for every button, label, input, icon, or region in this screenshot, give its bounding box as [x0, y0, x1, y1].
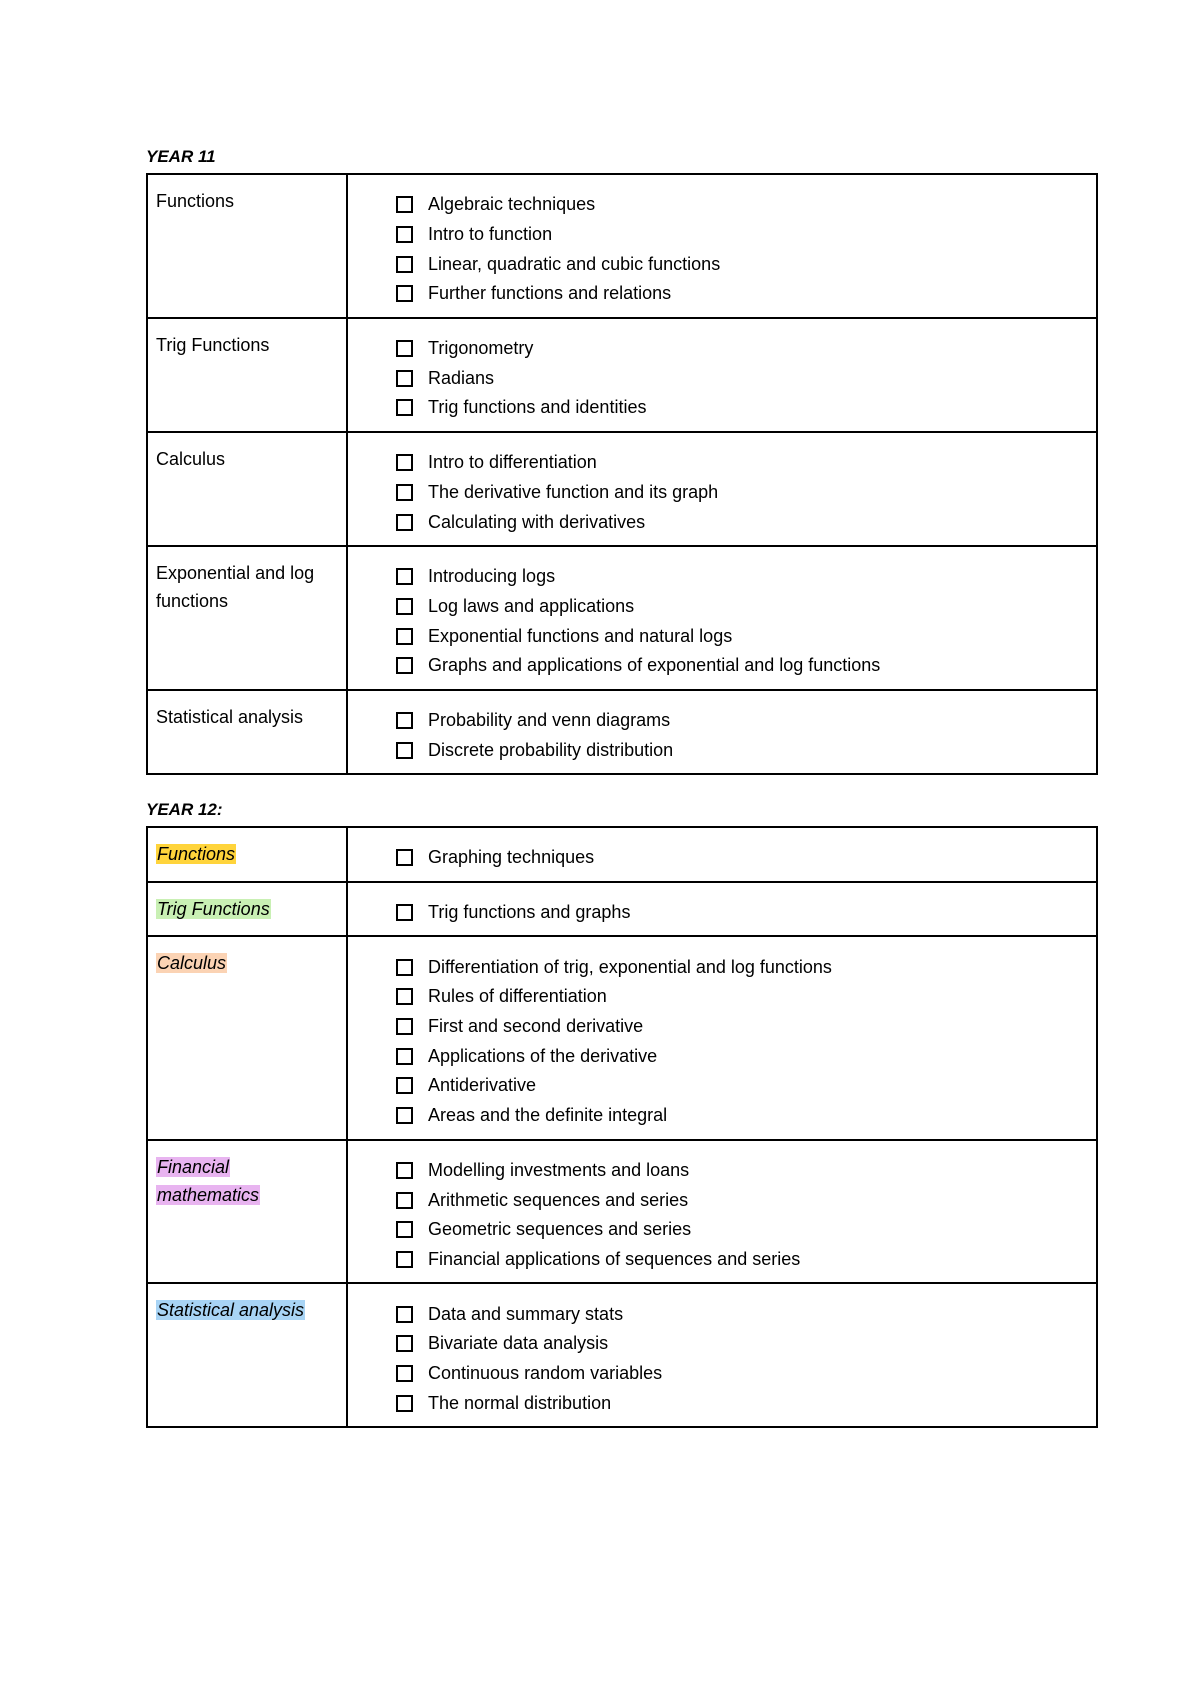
list-item: [396, 220, 1086, 250]
checklist: [396, 448, 1086, 537]
list-item: [396, 478, 1086, 508]
list-item: [396, 1329, 1086, 1359]
highlighted-category-label: Calculus: [157, 953, 227, 974]
item-label: Bivariate data analysis: [428, 1333, 609, 1354]
checkbox-icon[interactable]: [396, 484, 413, 501]
checkbox-icon[interactable]: [396, 256, 413, 273]
list-item: [396, 982, 1086, 1012]
checkbox-icon[interactable]: [396, 988, 413, 1005]
checkbox-icon[interactable]: [396, 370, 413, 387]
checkbox-icon[interactable]: [396, 1221, 413, 1238]
item-label: Algebraic techniques: [428, 194, 596, 215]
checklist-cell: [347, 936, 1097, 1139]
list-item: [396, 621, 1086, 651]
list-item: [396, 735, 1086, 765]
checkbox-icon[interactable]: [396, 1018, 413, 1035]
table-row: [147, 432, 1097, 546]
checklist-cell: [347, 546, 1097, 690]
list-item: [396, 249, 1086, 279]
checklist: [396, 1156, 1086, 1275]
list-item: [396, 562, 1086, 592]
item-label: Exponential functions and natural logs: [428, 625, 733, 646]
list-item: [396, 1041, 1086, 1071]
checkbox-icon[interactable]: [396, 514, 413, 531]
item-label: Financial applications of sequences and series: [428, 1248, 801, 1269]
category-cell: [147, 1283, 347, 1427]
item-label: Linear, quadratic and cubic functions: [428, 253, 721, 274]
checklist: [396, 843, 1086, 873]
category-cell: Statistical analysis: [147, 690, 347, 774]
table-row: [147, 936, 1097, 1139]
checkbox-icon[interactable]: [396, 657, 413, 674]
item-label: Differentiation of trig, exponential and log functions: [428, 956, 832, 977]
table-row: [147, 318, 1097, 432]
checkbox-icon[interactable]: [396, 196, 413, 213]
category-cell: [147, 936, 347, 1139]
category-cell: [147, 827, 347, 882]
item-label: Radians: [428, 367, 495, 388]
checkbox-icon[interactable]: [396, 959, 413, 976]
list-item: [396, 1388, 1086, 1418]
checklist-cell: [347, 1283, 1097, 1427]
list-item: [396, 1156, 1086, 1186]
list-item: [396, 393, 1086, 423]
category-cell: [147, 882, 347, 937]
checkbox-icon[interactable]: [396, 1395, 413, 1412]
highlighted-category-label: Trig Functions: [157, 898, 270, 919]
item-label: Rules of differentiation: [428, 986, 607, 1007]
list-item: [396, 1012, 1086, 1042]
year-11-section: [146, 146, 1098, 775]
checkbox-icon[interactable]: [396, 1365, 413, 1382]
item-label: Trig functions and graphs: [428, 902, 631, 923]
checkbox-icon[interactable]: [396, 226, 413, 243]
list-item: [396, 448, 1086, 478]
list-item: [396, 1215, 1086, 1245]
checkbox-icon[interactable]: [396, 1107, 413, 1124]
list-item: [396, 190, 1086, 220]
checkbox-icon[interactable]: [396, 628, 413, 645]
checklist: [396, 190, 1086, 309]
item-label: Intro to differentiation: [428, 452, 597, 473]
item-label: Modelling investments and loans: [428, 1159, 690, 1180]
item-label: Calculating with derivatives: [428, 511, 646, 532]
item-label: Log laws and applications: [428, 595, 635, 616]
checklist: [396, 952, 1086, 1130]
list-item: [396, 279, 1086, 309]
list-item: [396, 651, 1086, 681]
list-item: [396, 334, 1086, 364]
item-label: Antiderivative: [428, 1075, 537, 1096]
checklist: [396, 1299, 1086, 1418]
item-label: Trig functions and identities: [428, 397, 647, 418]
year-12-title: YEAR 12:: [146, 800, 223, 819]
year-11-title: YEAR 11: [146, 147, 216, 166]
checkbox-icon[interactable]: [396, 1192, 413, 1209]
item-label: Areas and the definite integral: [428, 1105, 668, 1126]
checkbox-icon[interactable]: [396, 742, 413, 759]
list-item: [396, 1245, 1086, 1275]
checklist: [396, 706, 1086, 765]
list-item: [396, 1299, 1086, 1329]
table-row: [147, 690, 1097, 774]
list-item: [396, 1185, 1086, 1215]
year-12-section: [146, 799, 1098, 1428]
highlighted-category-label: mathematics: [157, 1184, 260, 1205]
item-label: Applications of the derivative: [428, 1045, 658, 1066]
checkbox-icon[interactable]: [396, 849, 413, 866]
checklist-cell: [347, 318, 1097, 432]
table-row: [147, 174, 1097, 318]
category-cell: Functions: [147, 174, 347, 318]
checklist-cell: [347, 690, 1097, 774]
checkbox-icon[interactable]: [396, 399, 413, 416]
item-label: Graphs and applications of exponential and log functions: [428, 655, 881, 676]
checkbox-icon[interactable]: [396, 1251, 413, 1268]
checkbox-icon[interactable]: [396, 340, 413, 357]
checkbox-icon[interactable]: [396, 285, 413, 302]
checkbox-icon[interactable]: [396, 1306, 413, 1323]
category-cell: Exponential and log functions: [147, 546, 347, 690]
checkbox-icon[interactable]: [396, 454, 413, 471]
checkbox-icon[interactable]: [396, 598, 413, 615]
checklist-cell: [347, 432, 1097, 546]
list-item: [396, 363, 1086, 393]
item-label: Further functions and relations: [428, 283, 672, 304]
table-row: [147, 882, 1097, 937]
checkbox-icon[interactable]: [396, 1077, 413, 1094]
list-item: [396, 898, 1086, 928]
item-label: Data and summary stats: [428, 1303, 624, 1324]
list-item: [396, 1071, 1086, 1101]
item-label: Discrete probability distribution: [428, 739, 674, 760]
checklist-cell: [347, 174, 1097, 318]
item-label: The normal distribution: [428, 1392, 612, 1413]
checklist-cell: [347, 827, 1097, 882]
checklist-cell: [347, 1140, 1097, 1284]
year-11-table: [146, 173, 1098, 775]
year-12-table: [146, 826, 1098, 1428]
table-row: [147, 1140, 1097, 1284]
checkbox-icon[interactable]: [396, 1162, 413, 1179]
item-label: Arithmetic sequences and series: [428, 1189, 689, 1210]
item-label: Graphing techniques: [428, 847, 595, 868]
checkbox-icon[interactable]: [396, 712, 413, 729]
list-item: [396, 843, 1086, 873]
table-row: [147, 546, 1097, 690]
table-row: [147, 1283, 1097, 1427]
item-label: Continuous random variables: [428, 1362, 663, 1383]
list-item: [396, 592, 1086, 622]
item-label: Introducing logs: [428, 566, 556, 587]
item-label: The derivative function and its graph: [428, 481, 719, 502]
item-label: Probability and venn diagrams: [428, 709, 671, 730]
list-item: [396, 706, 1086, 736]
item-label: Intro to function: [428, 224, 553, 245]
item-label: Geometric sequences and series: [428, 1219, 692, 1240]
checkbox-icon[interactable]: [396, 568, 413, 585]
checkbox-icon[interactable]: [396, 1048, 413, 1065]
list-item: [396, 507, 1086, 537]
checklist: [396, 334, 1086, 423]
category-cell: Calculus: [147, 432, 347, 546]
table-row: [147, 827, 1097, 882]
checklist: [396, 562, 1086, 681]
category-cell: [147, 1140, 347, 1284]
list-item: [396, 1101, 1086, 1131]
checkbox-icon[interactable]: [396, 904, 413, 921]
category-cell: Trig Functions: [147, 318, 347, 432]
list-item: [396, 952, 1086, 982]
highlighted-category-label: Functions: [157, 844, 236, 864]
item-label: First and second derivative: [428, 1016, 644, 1037]
highlighted-category-label: Statistical analysis: [157, 1300, 305, 1321]
list-item: [396, 1359, 1086, 1389]
highlighted-category-label: Financial: [157, 1156, 230, 1177]
checklist: [396, 898, 1086, 928]
checklist-cell: [347, 882, 1097, 937]
checkbox-icon[interactable]: [396, 1335, 413, 1352]
item-label: Trigonometry: [428, 338, 534, 359]
